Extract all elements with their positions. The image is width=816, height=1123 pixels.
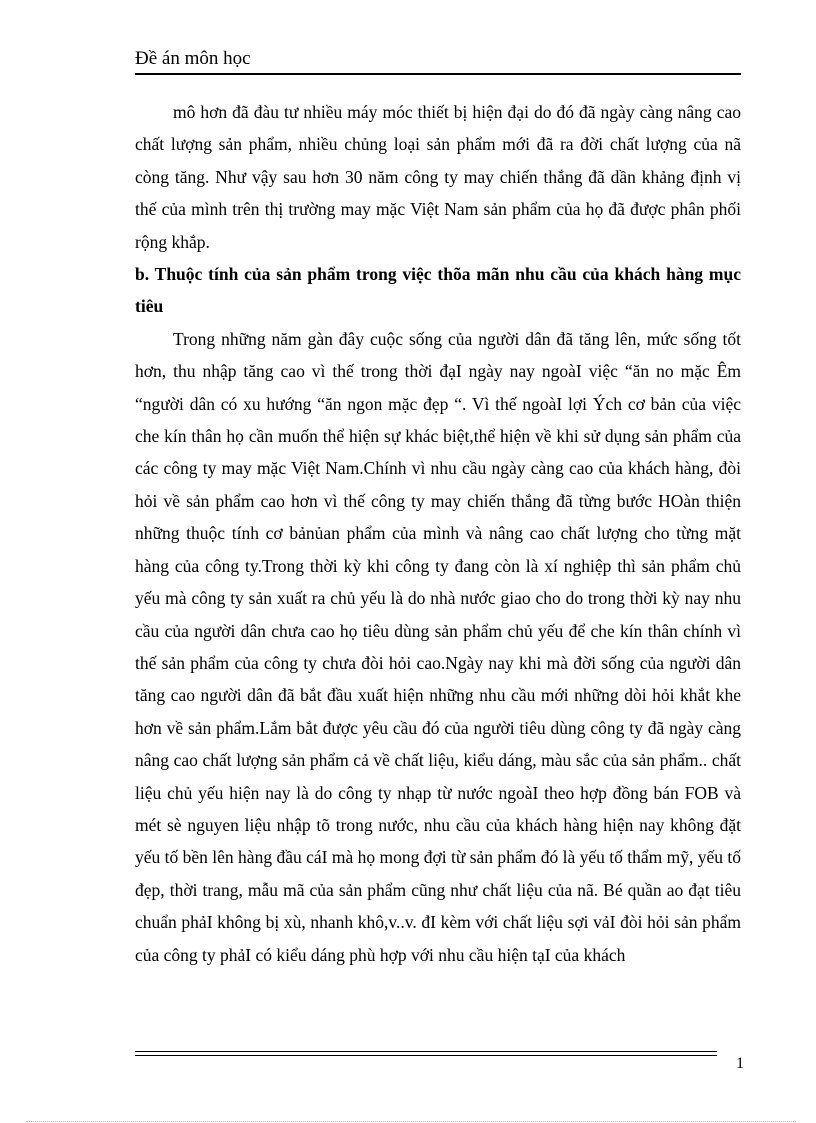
section-subheading: b. Thuộc tính của sản phẩm trong việc thõa mãn nhu cầu của khách hàng mục tiêu (135, 264, 741, 317)
running-header: Đề án môn học (135, 48, 251, 69)
document-body (135, 96, 741, 971)
paragraph-continuation: mô hơn đã đàu tư nhiều máy móc thiết bị hiện đại do đó đã ngày càng nâng cao chất lượng sản phẩm, nhiều chủng loại sản phẩm mới đã ra đời chất lượng của nã còng tăng. Như vậy sau hơn 30 năm công ty may chiến thắng đã dần khảng định vị thế của mình trên thị trường may mặc Việt Nam sản phẩm của họ đã được phân phối rộng khắp. (135, 102, 741, 252)
header-rule (135, 73, 741, 75)
page-number: 1 (736, 1055, 744, 1072)
page-edge-divider (26, 1121, 796, 1122)
footer-rule (135, 1051, 717, 1056)
paragraph-body: Trong những năm gàn đây cuộc sống của người dân đã tăng lên, mức sống tốt hơn, thu nhập tăng cao vì thế trong thời đạI ngày nay ngoàI việc “ăn no mặc Êm “người dân có xu hướng “ăn ngon mặc đẹp “. Vì thế ngoàI lợi Ých cơ bản của việc che kín thân họ cần muốn thể hiện sự khác biệt,thể hiện về khi sử dụng sản phẩm của các công ty may mặc Việt Nam.Chính vì nhu cầu ngày càng cao của khách hàng, đòi hỏi về sản phẩm cao hơn vì thế công ty may chiến thắng đã từng bước HOàn thiện những thuộc tính cơ bảnủan phẩm của mình và nâng cao chất lượng cho từng mặt hàng của công ty.Trong thời kỳ khi công ty đang còn là xí nghiệp thì sản phẩm chủ yếu mà công ty sản xuất ra chủ yếu là do nhà nước giao cho do trong thời kỳ nay nhu cầu của người dân chưa cao họ tiêu dùng sản phẩm chủ yếu để che kín thân chính vì thế sản phẩm của công ty chưa đòi hỏi cao.Ngày nay khi mà đời sống của người dân tăng cao người dân đã bắt đầu xuất hiện những nhu cầu mới những dòi hỏi khắt khe hơn về sản phẩm.Lắm bắt được yêu cầu đó của người tiêu dùng công ty đã ngày càng nâng cao chất lượng sản phẩm cả về chất liệu, kiểu dáng, màu sắc của sản phẩm.. chất liệu chủ yếu hiện nay là do công ty nhạp từ nước ngoàI theo hợp đồng bán FOB và mét sè nguyen liệu nhập tõ trong nước, nhu cầu của khách hàng hiện nay không đặt yếu tố bền lên hàng đầu cáI mà họ mong đợi từ sản phẩm đó là yếu tố thẩm mỹ, yếu tố đẹp, thời trang, mẫu mã của sản phẩm cũng như chất liệu của nã. Bé quần ao đạt tiêu chuẩn phảI không bị xù, nhanh khô,v..v. đI kèm với chất liệu sợi vảI đòi hỏi sản phẩm của công ty phảI có kiểu dáng phù hợp với nhu cầu hiện tạI của khách (135, 328, 741, 965)
